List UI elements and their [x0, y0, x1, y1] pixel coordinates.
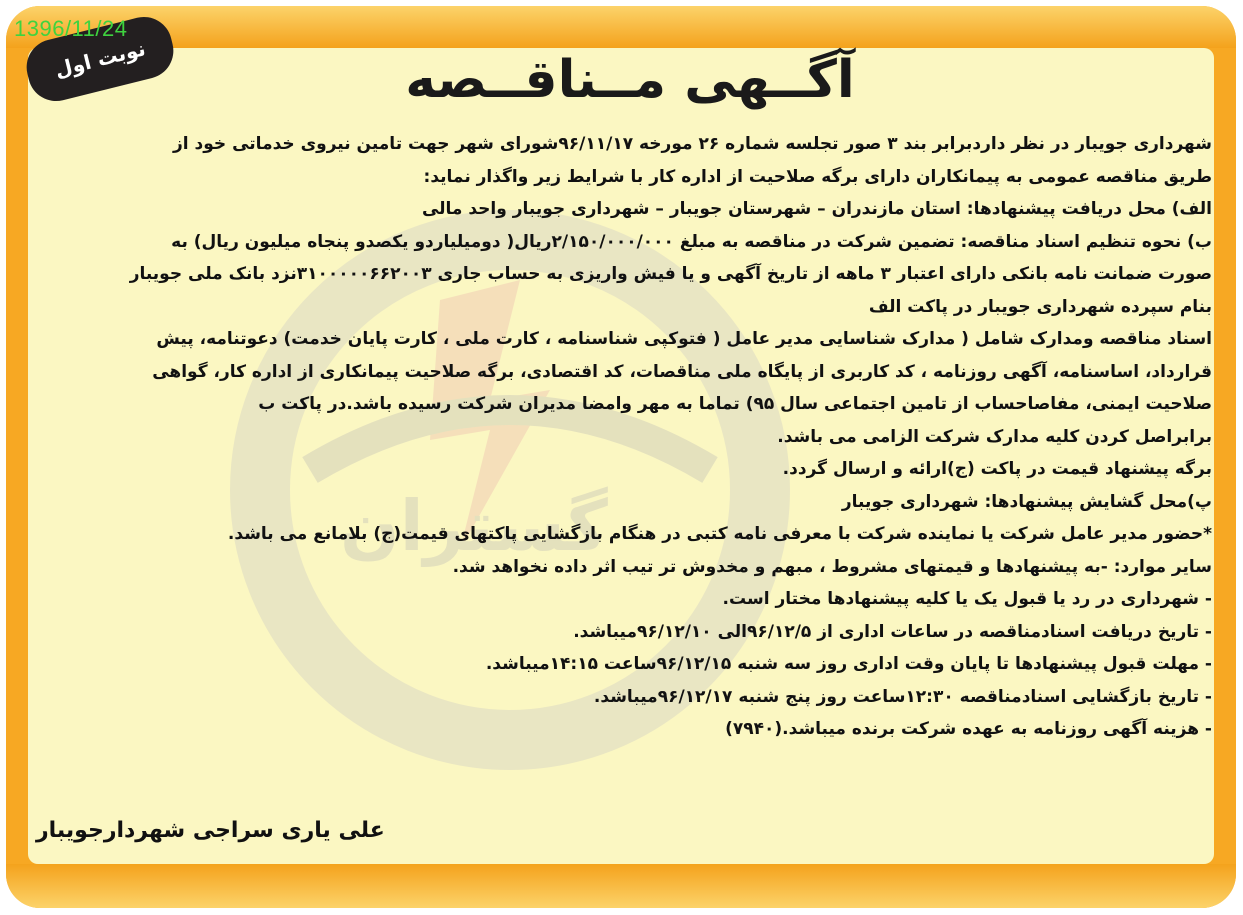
announcement-body: [30, 128, 1212, 746]
body-line: ب) نحوه تنظیم اسناد مناقصه: تضمین شرکت در مناقصه به مبلغ ۲/۱۵۰/۰۰۰/۰۰۰ریال( دومیلیاردو یکصدو پنجاه میلیون ریال) به: [171, 231, 1212, 252]
body-line: طریق مناقصه عمومی به پیمانکاران دارای برگه صلاحیت از اداره کار با شرایط زیر واگذار نماید:: [423, 166, 1212, 187]
body-line: - مهلت قبول پیشنهادها تا پایان وقت اداری روز سه شنبه ۹۶/۱۲/۱۵ساعت ۱۴:۱۵میباشد.: [485, 654, 1212, 674]
body-line: الف) محل دریافت پیشنهادها: استان مازندران – شهرستان جویبار – شهرداری جویبار واحد مالی: [421, 199, 1212, 219]
body-line: پ)محل گشایش پیشنهادها: شهرداری جویبار: [841, 491, 1212, 512]
page-title: آگــهی مــناقــصه: [405, 50, 855, 110]
body-line: - شهرداری در رد یا قبول یک یا کلیه پیشنهادها مختار است.: [722, 589, 1212, 609]
body-line: *حضور مدیر عامل شرکت یا نماینده شرکت با معرفی نامه کتبی در هنگام بازگشایی پاکتهای قیمت(ج) بلامانع می باشد.: [227, 524, 1212, 544]
body-line: برابراصل کردن کلیه مدارک شرکت الزامی می باشد.: [777, 426, 1212, 447]
body-line: اسناد مناقصه ومدارک شامل ( مدارک شناسایی مدیر عامل ( فتوکپی شناسنامه ، کارت ملی ، کارت پایان خدمت) دعوتنامه، پیش: [156, 329, 1212, 349]
body-line: - تاریخ دریافت اسنادمناقصه در ساعات اداری از ۹۶/۱۲/۵الی ۹۶/۱۲/۱۰میباشد.: [573, 621, 1212, 642]
badge-label: نوبت اول: [52, 36, 148, 82]
body-line: صلاحیت ایمنی، مفاصاحساب از تامین اجتماعی سال ۹۵) تماما به مهر وامضا مدیران شرکت رسیده باشد.در پاکت ب: [258, 394, 1212, 414]
body-line: برگه پیشنهاد قیمت در پاکت (ج)ارائه و ارسال گردد.: [782, 459, 1212, 479]
frame-top-band: [6, 6, 1236, 48]
signature: علی یاری سراجی شهردارجویبار: [36, 818, 385, 843]
body-line: بنام سپرده شهرداری جویبار در پاکت الف: [868, 296, 1212, 317]
body-line: قرارداد، اساسنامه، آگهی روزنامه ، کد کاربری از پایگاه ملی مناقصات، کد اقتصادی، برگه صلاحیت پیمانکاری از اداره کار، گواهی: [152, 361, 1212, 382]
body-line: - هزینه آگهی روزنامه به عهده شرکت برنده میباشد.(۷۹۴۰): [725, 719, 1212, 739]
frame-bottom-band: [6, 864, 1236, 908]
date-stamp: 1396/11/24: [14, 16, 128, 41]
watermark-text: گستران: [340, 485, 608, 567]
body-line: شهرداری جویبار در نظر داردبرابر بند ۳ صور تجلسه شماره ۲۶ مورخه ۹۶/۱۱/۱۷شورای شهر جهت تامین نیروی خدماتی خود از: [173, 134, 1212, 154]
body-line: صورت ضمانت نامه بانکی دارای اعتبار ۳ ماهه از تاریخ آگهی و یا فیش واریزی به حساب جاری ۳۱۰۰۰۰۰۶۶۲۰۰۳نزد بانک ملی جویبار: [129, 264, 1212, 284]
body-line: - تاریخ بازگشایی اسنادمناقصه ۱۲:۳۰ساعت روز پنج شنبه ۹۶/۱۲/۱۷میباشد.: [593, 686, 1212, 707]
body-line: سایر موارد: -به پیشنهادها و قیمتهای مشروط ، مبهم و مخدوش تر تیب اثر داده نخواهد شد.: [452, 556, 1212, 577]
